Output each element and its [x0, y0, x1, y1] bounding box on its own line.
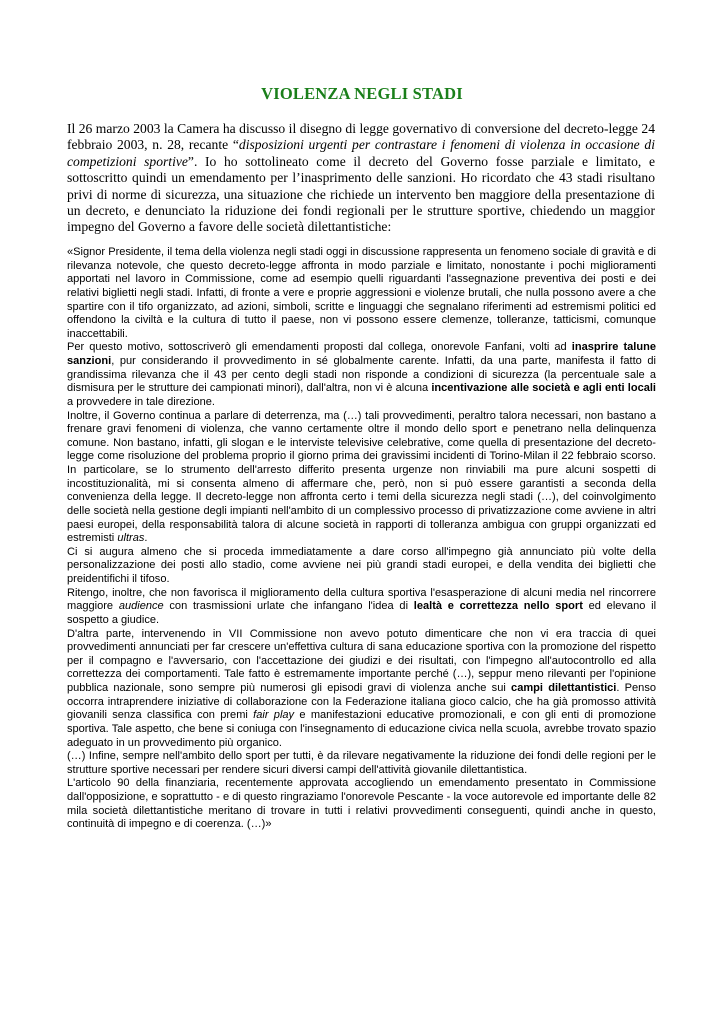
speech-text: D'altra parte, intervenendo in VII Commissione non avevo potuto dimenticare che non vi era traccia di quei provvedimenti annunciati per far crescere un'effettiva cultura di sana educazione sportiva con la promozione del rispetto per il compagno e l'avversario, con l'accettazione dei giudizi e dei risultati, con l'impegno all'autocontrollo ed alla correttezza dei comportamenti. Tale fatto è estremamente importante perché (…), seppur meno rilevanti per l'opinione pubblica nazionale, sono sempre più numerosi gli episodi gravi di violenza anche sui [67, 627, 656, 694]
intro-paragraph [67, 121, 655, 236]
speech-text: a provvedere in tale direzione. [67, 395, 215, 408]
intro-decree-quote: disposizioni urgenti per contrastare i fenomeni di violenza in occasione di competizioni sportive [67, 137, 655, 169]
page-title: VIOLENZA NEGLI STADI [261, 84, 463, 103]
intro-text-end: ”. Io ho sottolineato come il decreto del Governo fosse parziale e limitato, e sottoscritto quindi un emendamento per l’inasprimento delle sanzioni. Ho ricordato che 43 stadi risultano privi di norme di sicurezza, una situazione che richiede un intervento ben maggiore della presentazione di un decreto, e denunciato la riduzione dei fondi regionali per le strutture sportive, chiedendo un maggior impegno del Governo a favore delle società dilettantistiche: [67, 153, 655, 235]
bold-phrase: inasprire talune sanzioni [67, 341, 656, 367]
speech-paragraph-8: L'articolo 90 della finanziaria, recentemente approvata accogliendo un emendamento presentato in Commissione dall'opposizione, e soprattutto - e di questo ringraziamo l'onorevole Pescante - la voce autorevole ed importante delle 82 mila società dilettantistiche meritano di trovare in tutti i relativi provvedimenti conseguenti, quindi anche in questo, continuità di impegno e di coerenza. (…)» [67, 777, 656, 831]
bold-phrase: lealtà e correttezza nello sport [413, 600, 583, 613]
intro-text-start: Il 26 marzo 2003 la Camera ha discusso il disegno di legge governativo di conversione del decreto-legge 24 febbraio 2003, n. 28, recante “ [67, 121, 655, 153]
speech-paragraph-7: (…) Infine, sempre nell'ambito dello sport per tutti, è da rilevare negativamente la riduzione dei fondi delle regioni per le strutture sportive necessari per rendere sicuri diversi campi dell'attività giovanile dilettantistica. [67, 750, 656, 776]
italic-word: ultras [117, 532, 145, 545]
speech-text: . [144, 532, 148, 545]
speech-paragraph-1: «Signor Presidente, il tema della violenza negli stadi oggi in discussione rappresenta un fenomeno sociale di gravità e di rilevanza notevole, che questo decreto-legge affronta in modo parziale e limitato, nonostante i pochi miglioramenti apportati nel lavoro in Commissione, come ad esempio quelli riguardanti l'assegnazione preventiva dei posti e dei relativi biglietti negli stadi. Infatti, di fronte a vere e proprie aggressioni e violenze brutali, che nulla possono avere a che spartire con il tifo organizzato, ad azioni, simboli, scritte e linguaggi che segnalano riferimenti ad estremismi politici ed offendono la civiltà e la cultura di tutto il paese, non vi possono essere clemenze, tolleranze, tatticismi, comunque inaccettabili. [67, 246, 656, 340]
italic-word: fair play [253, 709, 295, 722]
speech-text: con trasmissioni urlate che infangano l'idea di [163, 600, 414, 613]
speech-paragraph-6 [67, 628, 656, 751]
speech-text: e manifestazioni educative promozionali, e con gli enti di promozione sportiva. Tale aspetto, che bene si coniuga con l'insegnamento di educazione civica nella scuola, avrebbe trovato spazio adeguato in un provvedimento più organico. [67, 709, 656, 749]
speech-paragraph-4: Ci si augura almeno che si proceda immediatamente a dare corso all'impegno già annunciato più volte della personalizzazione dei posti allo stadio, come avviene nei più grandi stadi europei, e della vendita dei biglietti che preidentifichi il tifoso. [67, 545, 656, 585]
speech-text: Inoltre, il Governo continua a parlare di deterrenza, ma (…) tali provvedimenti, peraltro talora necessari, non bastano a frenare gravi fenomeni di violenza, che vanno certamente oltre il mondo dello sport e penetrano nella delinquenza comune. Non bastano, infatti, gli slogan e le interviste televisive celebrative, come quella di presentazione del decreto-legge come risoluzione del problema proprio il giorno prima dei gravissimi incidenti di Torino-Milan il 22 febbraio scorso. In particolare, se lo strumento dell'arresto differito presenta urgenze non rinviabili ma pure alcuni sospetti di incostituzionalità, mi si consenta almeno di affermare che, però, non si può essere garantisti a seconda della convenienza della legge. Il decreto-legge non affronta certo i temi della sicurezza negli stadi (…), del coinvolgimento delle società nella gestione degli impianti nell'ambito di un complessivo processo di privatizzazione come avviene in altri paesi europei, della responsabilità talora di alcune società in rapporti di tolleranza ambigua con gruppi organizzati ed estremisti [67, 409, 656, 545]
bold-phrase: campi dilettantistici [511, 682, 617, 694]
italic-word: audience [118, 600, 164, 613]
speech-paragraph-3 [67, 410, 656, 546]
speech-paragraph-2 [67, 341, 656, 409]
speech-body [67, 246, 656, 832]
speech-paragraph-5 [67, 587, 656, 628]
speech-text: Per questo motivo, sottoscriverò gli emendamenti proposti dal collega, onorevole Fanfani, volti ad [67, 341, 572, 354]
speech-text: Ritengo, inoltre, che non favorisca il miglioramento della cultura sportiva l'esasperazione di alcuni media nel rincorrere maggiore [67, 586, 656, 613]
speech-text: ed elevano il sospetto a giudice. [67, 600, 657, 626]
speech-text: , pur considerando il provvedimento in sé globalmente carente. Infatti, da una parte, manifesta il fatto di grandissima rilevanza che il 43 per cento degli stadi non risponde a condizioni di sicurezza (la percentuale sale a dismisura per le strutture dei campionati minori), dall'altra, non vi è alcuna [67, 355, 656, 395]
speech-text: . Penso occorra intraprendere iniziative di collaborazione con la Federazione italiana gioco calcio, che ha già promosso attività giovanili senza classifica con premi [67, 682, 656, 722]
bold-phrase: incentivazione alle società e agli enti locali [431, 382, 657, 395]
